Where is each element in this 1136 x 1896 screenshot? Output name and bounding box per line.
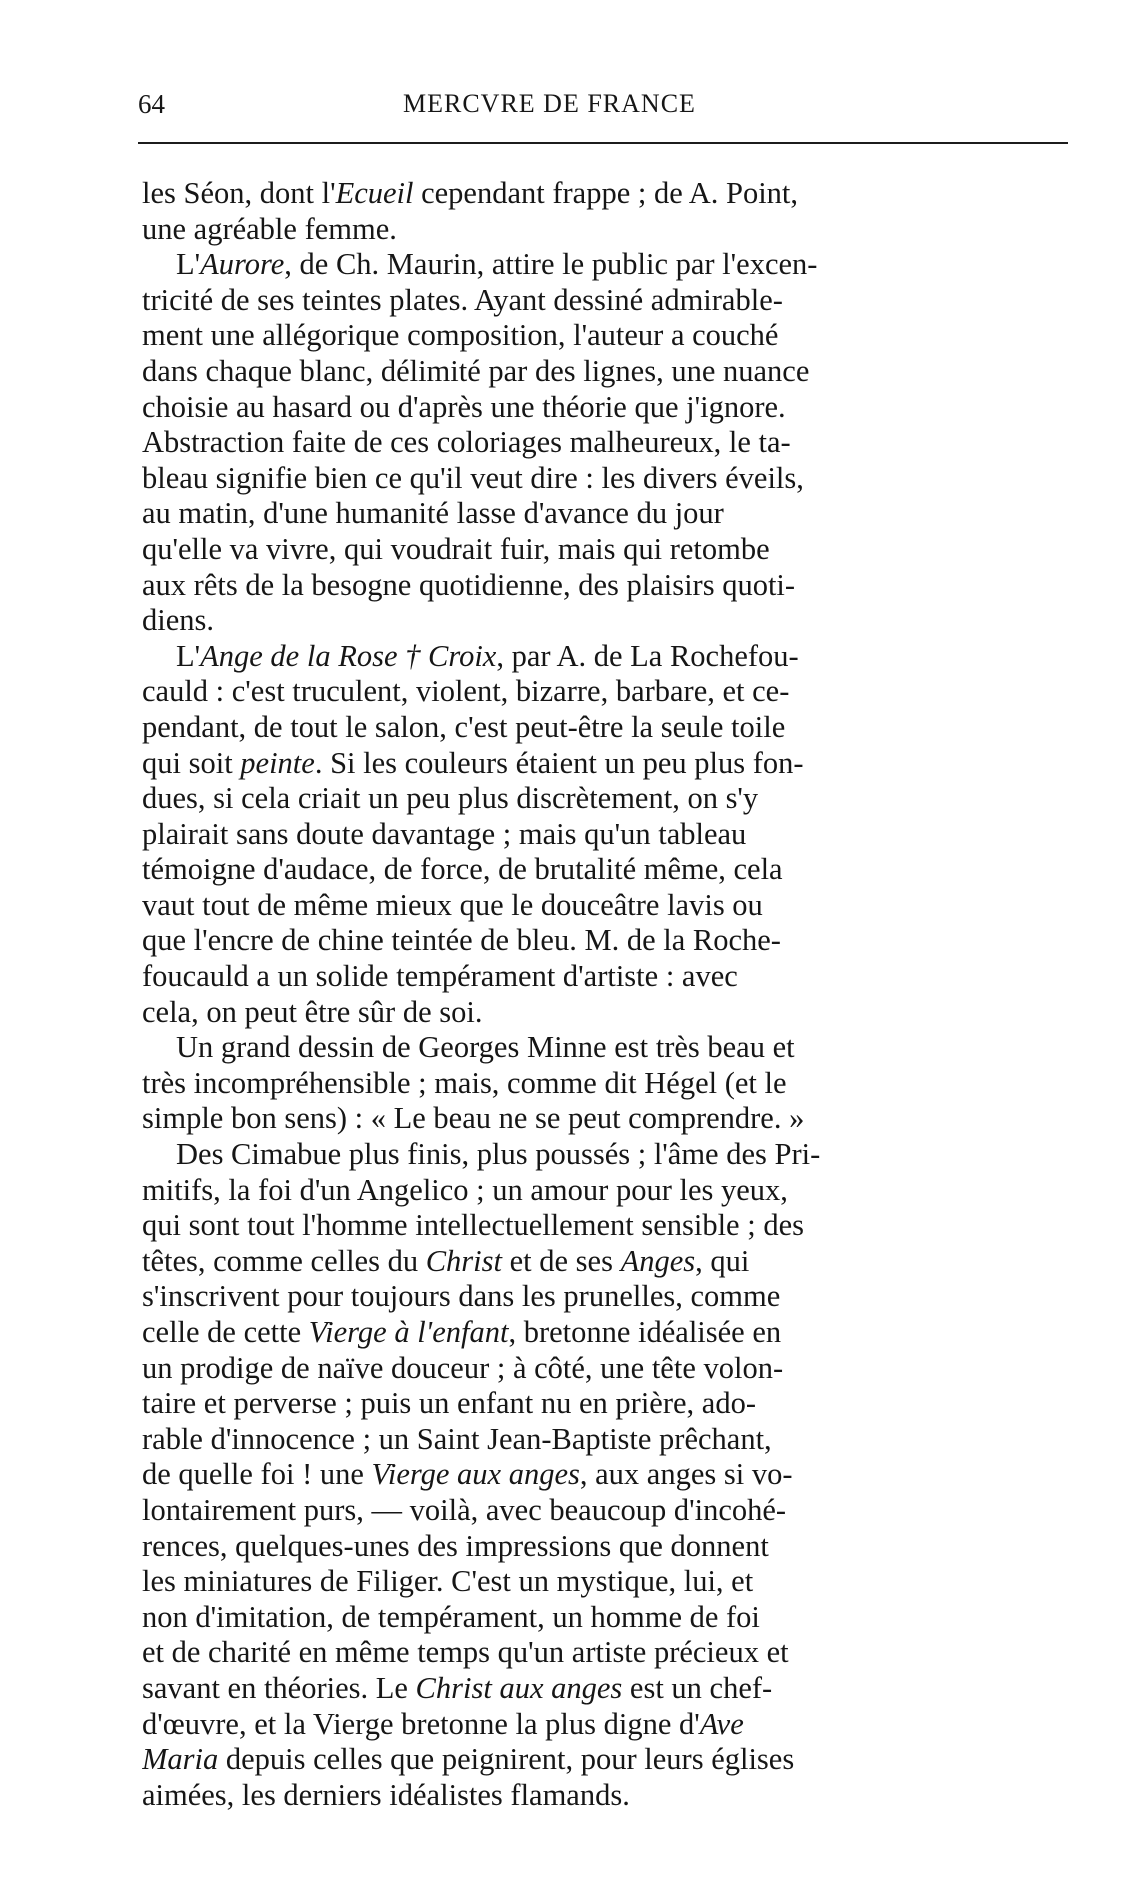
text-line [142, 746, 1060, 782]
text-line [142, 176, 1060, 212]
text-line [142, 1066, 1060, 1102]
text-line [142, 1529, 1060, 1565]
italic-text: peinte [240, 745, 315, 780]
text-line [142, 1635, 1060, 1671]
text-run: mitifs, la foi d'un Angelico ; un amour pour les yeux, [142, 1172, 788, 1207]
text-run: , aux anges si vo- [579, 1457, 793, 1492]
italic-text: Ave [699, 1706, 744, 1741]
italic-text: Christ aux anges [415, 1670, 623, 1705]
text-run: têtes, comme celles du [142, 1243, 426, 1278]
text-line [142, 425, 1060, 461]
text-line [142, 923, 1060, 959]
text-line [142, 888, 1060, 924]
text-run: . Si les couleurs étaient un peu plus fon- [314, 745, 804, 780]
text-line [142, 1030, 1060, 1066]
text-line [142, 1742, 1060, 1778]
text-line [142, 852, 1060, 888]
text-run: cauld : c'est truculent, violent, bizarre, barbare, et ce- [142, 674, 790, 709]
italic-text: Ecueil [335, 176, 414, 210]
text-line [142, 674, 1060, 710]
italic-text: Ange de la Rose † Croix [200, 638, 497, 673]
text-line [142, 1101, 1060, 1137]
text-run: tricité de ses teintes plates. Ayant dessiné admirable- [142, 282, 783, 317]
text-run: celle de cette [142, 1315, 309, 1349]
text-line [142, 959, 1060, 995]
text-line [142, 496, 1060, 532]
text-line [142, 1244, 1060, 1280]
text-run: , qui [695, 1243, 750, 1278]
text-run: de quelle foi ! une [142, 1457, 372, 1492]
text-line [142, 1315, 1060, 1351]
text-run: , bretonne idéalisée en [508, 1315, 782, 1349]
running-title: MERCVRE DE FRANCE [403, 89, 696, 118]
text-line [142, 568, 1060, 604]
text-line [142, 247, 1060, 283]
text-run: cependant frappe ; de A. Point, [413, 176, 799, 210]
text-line [142, 354, 1060, 390]
text-line [142, 603, 1060, 639]
text-run: pendant, de tout le salon, c'est peut-être la seule toile [142, 709, 786, 744]
text-run: Abstraction faite de ces coloriages malheureux, le ta- [142, 425, 791, 460]
text-run: rences, quelques-unes des impressions que donnent [142, 1528, 769, 1563]
text-run: ment une allégorique composition, l'auteur a couché [142, 318, 779, 353]
text-line [142, 817, 1060, 853]
text-line [142, 318, 1060, 354]
text-run: rable d'innocence ; un Saint Jean-Baptiste prêchant, [142, 1421, 772, 1456]
text-run: témoigne d'audace, de force, de brutalité même, cela [142, 852, 783, 887]
text-run: diens. [142, 603, 215, 638]
text-run: Des Cimabue plus finis, plus poussés ; l'âme des Pri- [176, 1137, 821, 1172]
text-line [142, 212, 1060, 248]
text-run: un prodige de naïve douceur ; à côté, une tête volon- [142, 1350, 784, 1385]
text-run: est un chef- [622, 1670, 773, 1705]
text-run: cela, on peut être sûr de soi. [142, 994, 483, 1029]
text-line [142, 995, 1060, 1031]
text-line [142, 1778, 1060, 1814]
text-run: qu'elle va vivre, qui voudrait fuir, mais qui retombe [142, 531, 770, 566]
text-run: L' [176, 247, 201, 282]
italic-text: Aurore [200, 247, 285, 282]
text-line [142, 1386, 1060, 1422]
text-run: qui soit [142, 745, 241, 780]
text-run: d'œuvre, et la Vierge bretonne la plus digne d' [142, 1706, 700, 1741]
text-run: que l'encre de chine teintée de bleu. M. de la Roche- [142, 923, 781, 958]
text-line [142, 1707, 1060, 1743]
text-run: et de charité en même temps qu'un artiste précieux et [142, 1635, 789, 1670]
body-text [142, 176, 1060, 1813]
text-run: bleau signifie bien ce qu'il veut dire : les divers éveils, [142, 460, 804, 495]
text-run: aimées, les derniers idéalistes flamands. [142, 1777, 630, 1812]
text-run: foucauld a un solide tempérament d'artiste : avec [142, 959, 738, 994]
text-run: au matin, d'une humanité lasse d'avance du jour [142, 496, 724, 531]
text-run: et de ses [502, 1243, 621, 1278]
text-line [142, 639, 1060, 675]
text-run: L' [176, 638, 201, 673]
italic-text: Vierge aux anges [371, 1457, 580, 1492]
text-line [142, 390, 1060, 426]
text-line [142, 1564, 1060, 1600]
text-run: Un grand dessin de Georges Minne est très beau et [176, 1030, 795, 1065]
text-line [142, 1208, 1060, 1244]
text-line [142, 1137, 1060, 1173]
text-line [142, 1173, 1060, 1209]
text-run: depuis celles que peignirent, pour leurs églises [218, 1742, 795, 1777]
text-run: une agréable femme. [142, 211, 397, 246]
text-line [142, 1422, 1060, 1458]
text-line [142, 1279, 1060, 1315]
text-run: très incompréhensible ; mais, comme dit Hégel (et le [142, 1065, 787, 1100]
text-line [142, 461, 1060, 497]
text-run: savant en théories. Le [142, 1670, 416, 1705]
text-run: choisie au hasard ou d'après une théorie que j'ignore. [142, 389, 786, 424]
text-run: dues, si cela criait un peu plus discrètement, on s'y [142, 781, 759, 816]
page-header [138, 88, 1068, 128]
text-line [142, 283, 1060, 319]
text-run: s'inscrivent pour toujours dans les prunelles, comme [142, 1279, 781, 1314]
text-run: , par A. de La Rochefou- [496, 638, 799, 673]
header-rule [138, 142, 1068, 144]
text-run: taire et perverse ; puis un enfant nu en prière, ado- [142, 1386, 756, 1421]
text-run: vaut tout de même mieux que le douceâtre lavis ou [142, 887, 763, 922]
text-run: les Séon, dont l' [142, 176, 336, 210]
italic-text: Vierge à l'enfant [308, 1315, 509, 1349]
text-run: non d'imitation, de tempérament, un homme de foi [142, 1599, 760, 1634]
text-run: lontairement purs, — voilà, avec beaucoup d'incohé- [142, 1492, 787, 1527]
italic-text: Anges [620, 1243, 696, 1278]
text-line [142, 532, 1060, 568]
text-run: les miniatures de Filiger. C'est un mystique, lui, et [142, 1564, 754, 1599]
italic-text: Christ [425, 1243, 502, 1278]
text-line [142, 1493, 1060, 1529]
text-line [142, 1457, 1060, 1493]
text-line [142, 781, 1060, 817]
text-run: aux rêts de la besogne quotidienne, des plaisirs quoti- [142, 567, 796, 602]
text-run: simple bon sens) : « Le beau ne se peut comprendre. » [142, 1101, 805, 1136]
text-line [142, 1351, 1060, 1387]
text-line [142, 1600, 1060, 1636]
text-run: dans chaque blanc, délimité par des lignes, une nuance [142, 353, 810, 388]
text-run: , de Ch. Maurin, attire le public par l'excen- [284, 247, 818, 282]
text-run: qui sont tout l'homme intellectuellement sensible ; des [142, 1208, 804, 1243]
text-line [142, 710, 1060, 746]
italic-text: Maria [142, 1742, 219, 1777]
text-line [142, 1671, 1060, 1707]
text-run: plairait sans doute davantage ; mais qu'un tableau [142, 816, 747, 851]
page-number: 64 [138, 89, 165, 119]
